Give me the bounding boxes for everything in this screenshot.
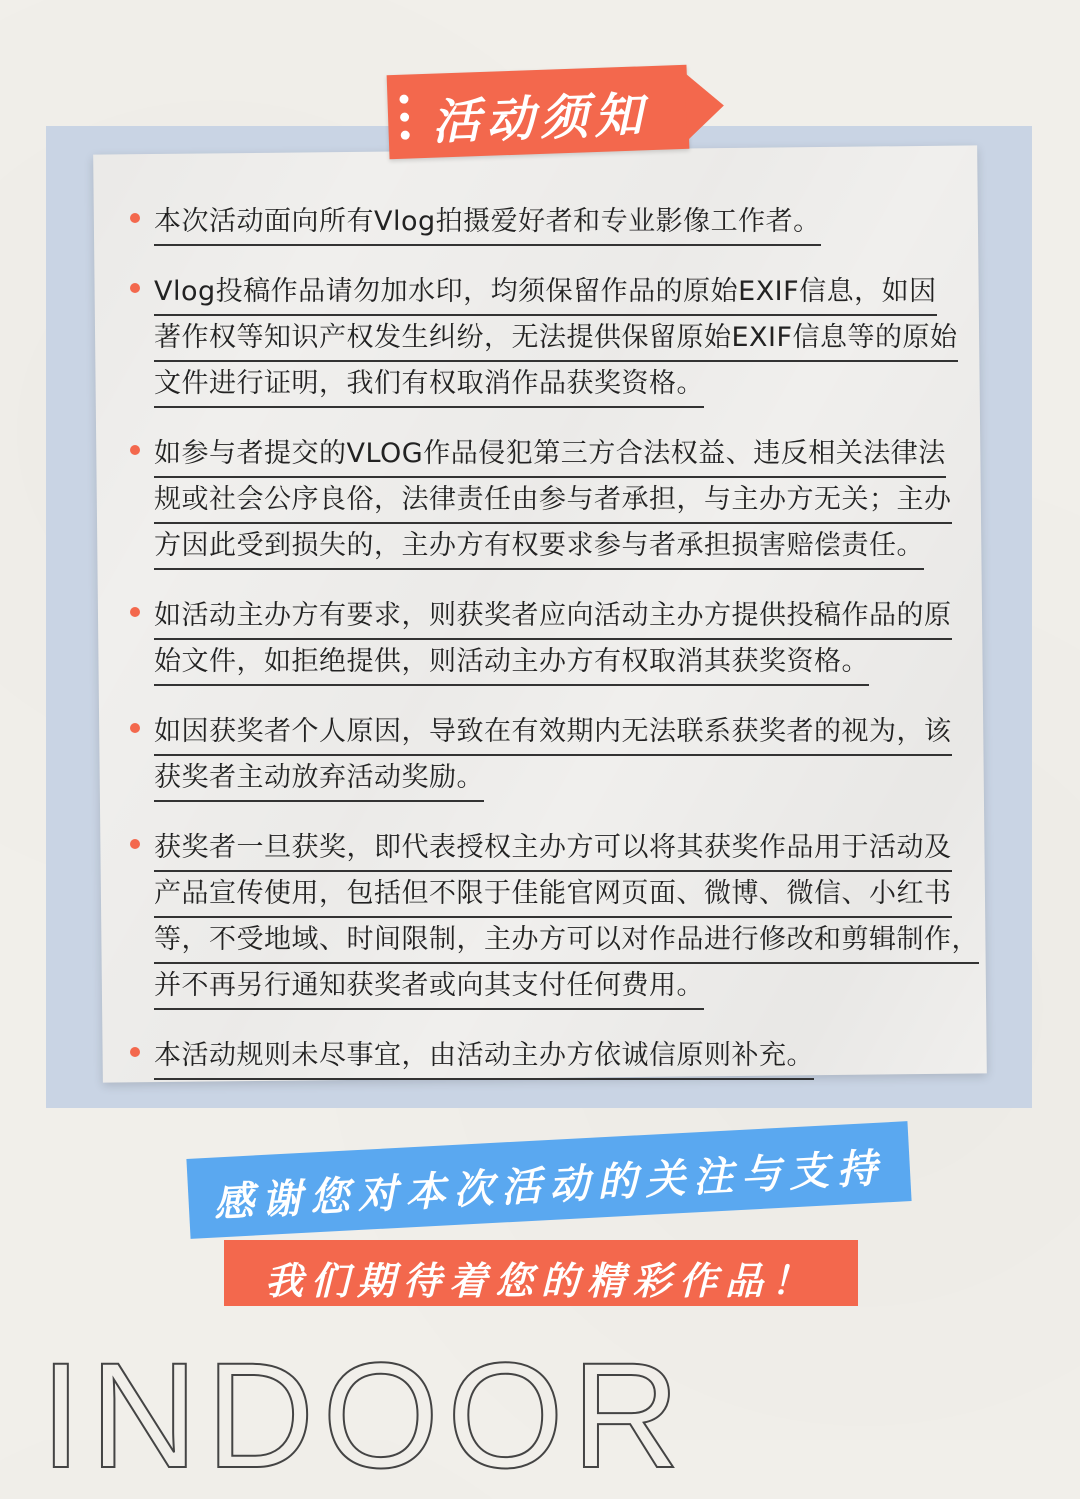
notice-item — [130, 270, 958, 408]
notice-item — [130, 432, 950, 570]
notice-line: 本活动规则未尽事宜，由活动主办方依诚信原则补充。 — [154, 1034, 814, 1080]
bullet-dot-icon — [130, 283, 140, 293]
indoor-watermark: INDOOR — [40, 1331, 688, 1499]
notice-line: 获奖者一旦获奖，即代表授权主办方可以将其获奖作品用于活动及 — [154, 826, 952, 872]
notice-item — [130, 710, 950, 802]
page-title: 活动须知 — [431, 87, 650, 151]
bullet-dot-icon — [130, 839, 140, 849]
notice-line: Vlog投稿作品请勿加水印，均须保留作品的原始EXIF信息，如因 — [154, 270, 937, 316]
bullet-dot-icon — [130, 723, 140, 733]
notice-line: 本次活动面向所有Vlog拍摄爱好者和专业影像工作者。 — [154, 200, 821, 246]
notice-line: 如因获奖者个人原因，导致在有效期内无法联系获奖者的视为，该 — [154, 710, 952, 756]
notice-item — [130, 826, 979, 1010]
notice-line: 方因此受到损失的，主办方有权要求参与者承担损害赔偿责任。 — [154, 524, 924, 570]
bullet-dot-icon — [130, 1047, 140, 1057]
notice-line: 文件进行证明，我们有权取消作品获奖资格。 — [154, 362, 704, 408]
notice-item — [130, 1034, 950, 1080]
notice-item — [130, 200, 950, 246]
bullet-dot-icon — [130, 445, 140, 455]
expect-banner — [224, 1240, 858, 1306]
thanks-text: 感谢您对本次活动的关注与支持 — [212, 1144, 887, 1227]
notice-line: 并不再另行通知获奖者或向其支付任何费用。 — [154, 964, 704, 1010]
notice-list — [130, 200, 979, 1104]
notice-line: 规或社会公序良俗，法律责任由参与者承担，与主办方无关；主办 — [154, 478, 952, 524]
notice-line: 产品宣传使用，包括但不限于佳能官网页面、微博、微信、小红书 — [154, 872, 952, 918]
expect-text: 我们期待着您的精彩作品！ — [264, 1258, 817, 1303]
bullet-dot-icon — [130, 607, 140, 617]
notice-line: 始文件，如拒绝提供，则活动主办方有权取消其获奖资格。 — [154, 640, 869, 686]
title-tag — [387, 65, 690, 159]
thanks-banner — [186, 1121, 911, 1239]
notice-line: 等，不受地域、时间限制，主办方可以对作品进行修改和剪辑制作， — [154, 918, 979, 964]
tag-arrow — [685, 72, 725, 141]
notice-line: 如参与者提交的VLOG作品侵犯第三方合法权益、违反相关法律法 — [154, 432, 946, 478]
notice-line: 如活动主办方有要求，则获奖者应向活动主办方提供投稿作品的原 — [154, 594, 952, 640]
notice-line: 著作权等知识产权发生纠纷，无法提供保留原始EXIF信息等的原始 — [154, 316, 958, 362]
notice-line: 获奖者主动放弃活动奖励。 — [154, 756, 484, 802]
dots-icon — [399, 95, 410, 149]
bullet-dot-icon — [130, 213, 140, 223]
notice-item — [130, 594, 950, 686]
